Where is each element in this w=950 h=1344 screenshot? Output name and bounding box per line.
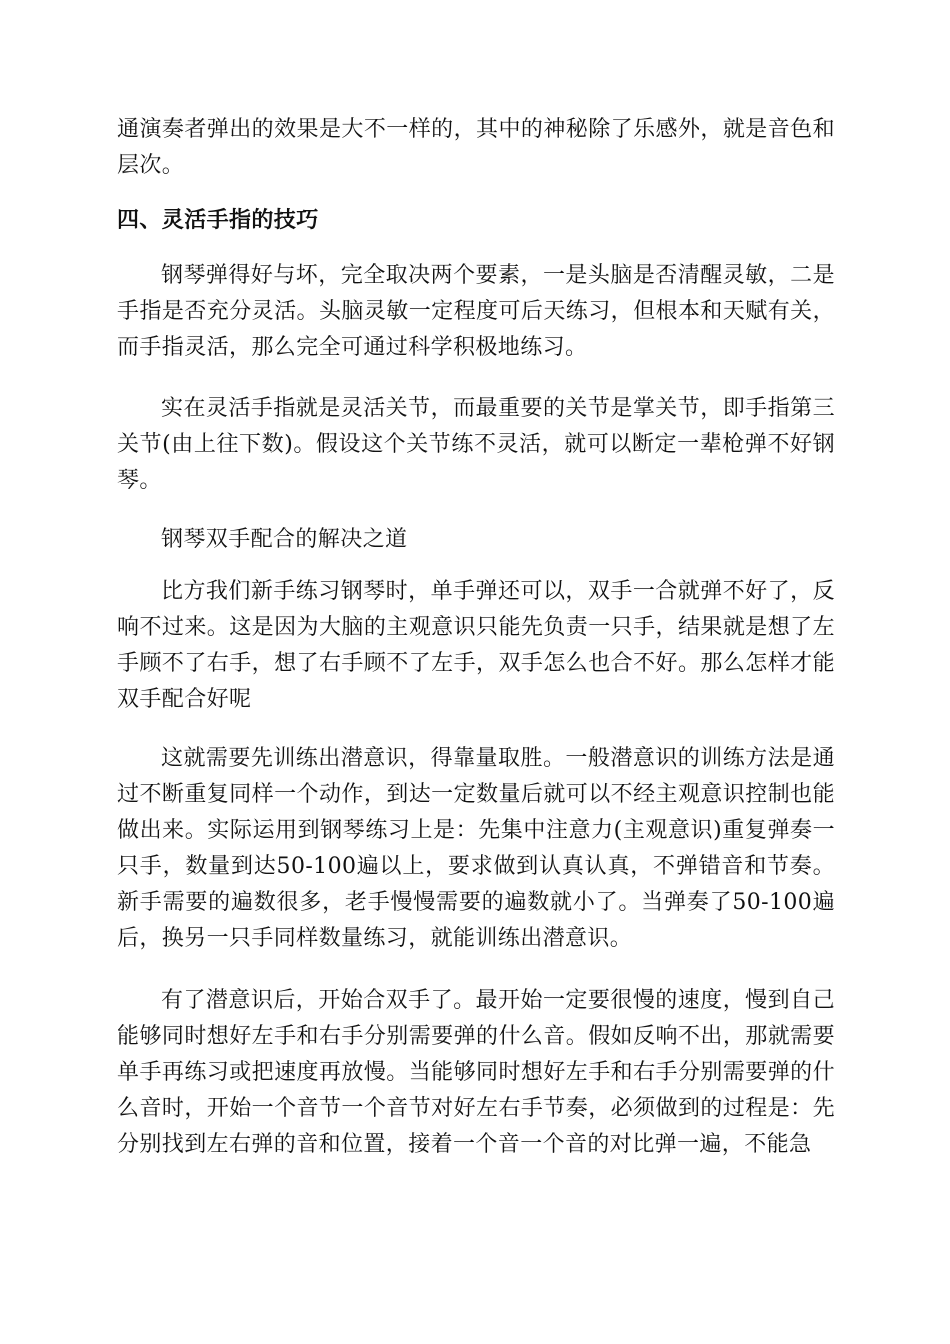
paragraph-5: 有了潜意识后，开始合双手了。最开始一定要很慢的速度，慢到自己能够同时想好左手和右手分别需要弹的什么音。假如反响不出，那就需要单手再练习或把速度再放慢。当能够同时想好左手和右手分别需要弹的什么音时，开始一个音节一个音节对好左右手节奏，必须做到的过程是：先分别找到左右弹的音和位置，接着一个音一个音的对比弹一遍，不能急 bbox=[117, 988, 835, 1157]
paragraph-4: 这就需要先训练出潜意识，得靠量取胜。一般潜意识的训练方法是通过不断重复同样一个动作，到达一定数量后就可以不经主观意识控制也能做出来。实际运用到钢琴练习上是：先集中注意力(主观意识)重复弹奏一只手，数量到达50-100遍以上，要求做到认真认真，不弹错音和节奏。新手需要的遍数很多，老手慢慢需要的遍数就小了。当弹奏了50-100遍后，换另一只手同样数量练习，就能训练出潜意识。 bbox=[117, 746, 835, 951]
section-heading: 四、灵活手指的技巧 bbox=[117, 208, 319, 233]
paragraph-2: 实在灵活手指就是灵活关节，而最重要的关节是掌关节，即手指第三关节(由上往下数)。假设这个关节练不灵活，就可以断定一辈枪弹不好钢琴。 bbox=[117, 396, 835, 493]
paragraph-1: 钢琴弹得好与坏，完全取决两个要素，一是头脑是否清醒灵敏，二是手指是否充分灵活。头脑灵敏一定程度可后天练习，但根本和天赋有关，而手指灵活，那么完全可通过科学积极地练习。 bbox=[117, 263, 835, 360]
paragraph-subheading: 钢琴双手配合的解决之道 bbox=[161, 527, 408, 552]
continuation-paragraph: 通演奏者弹出的效果是大不一样的，其中的神秘除了乐感外，就是音色和层次。 bbox=[117, 117, 835, 178]
paragraph-3: 比方我们新手练习钢琴时，单手弹还可以，双手一合就弹不好了，反响不过来。这是因为大脑的主观意识只能先负责一只手，结果就是想了左手顾不了右手，想了右手顾不了左手，双手怎么也合不好。那么怎样才能双手配合好呢 bbox=[117, 579, 835, 712]
